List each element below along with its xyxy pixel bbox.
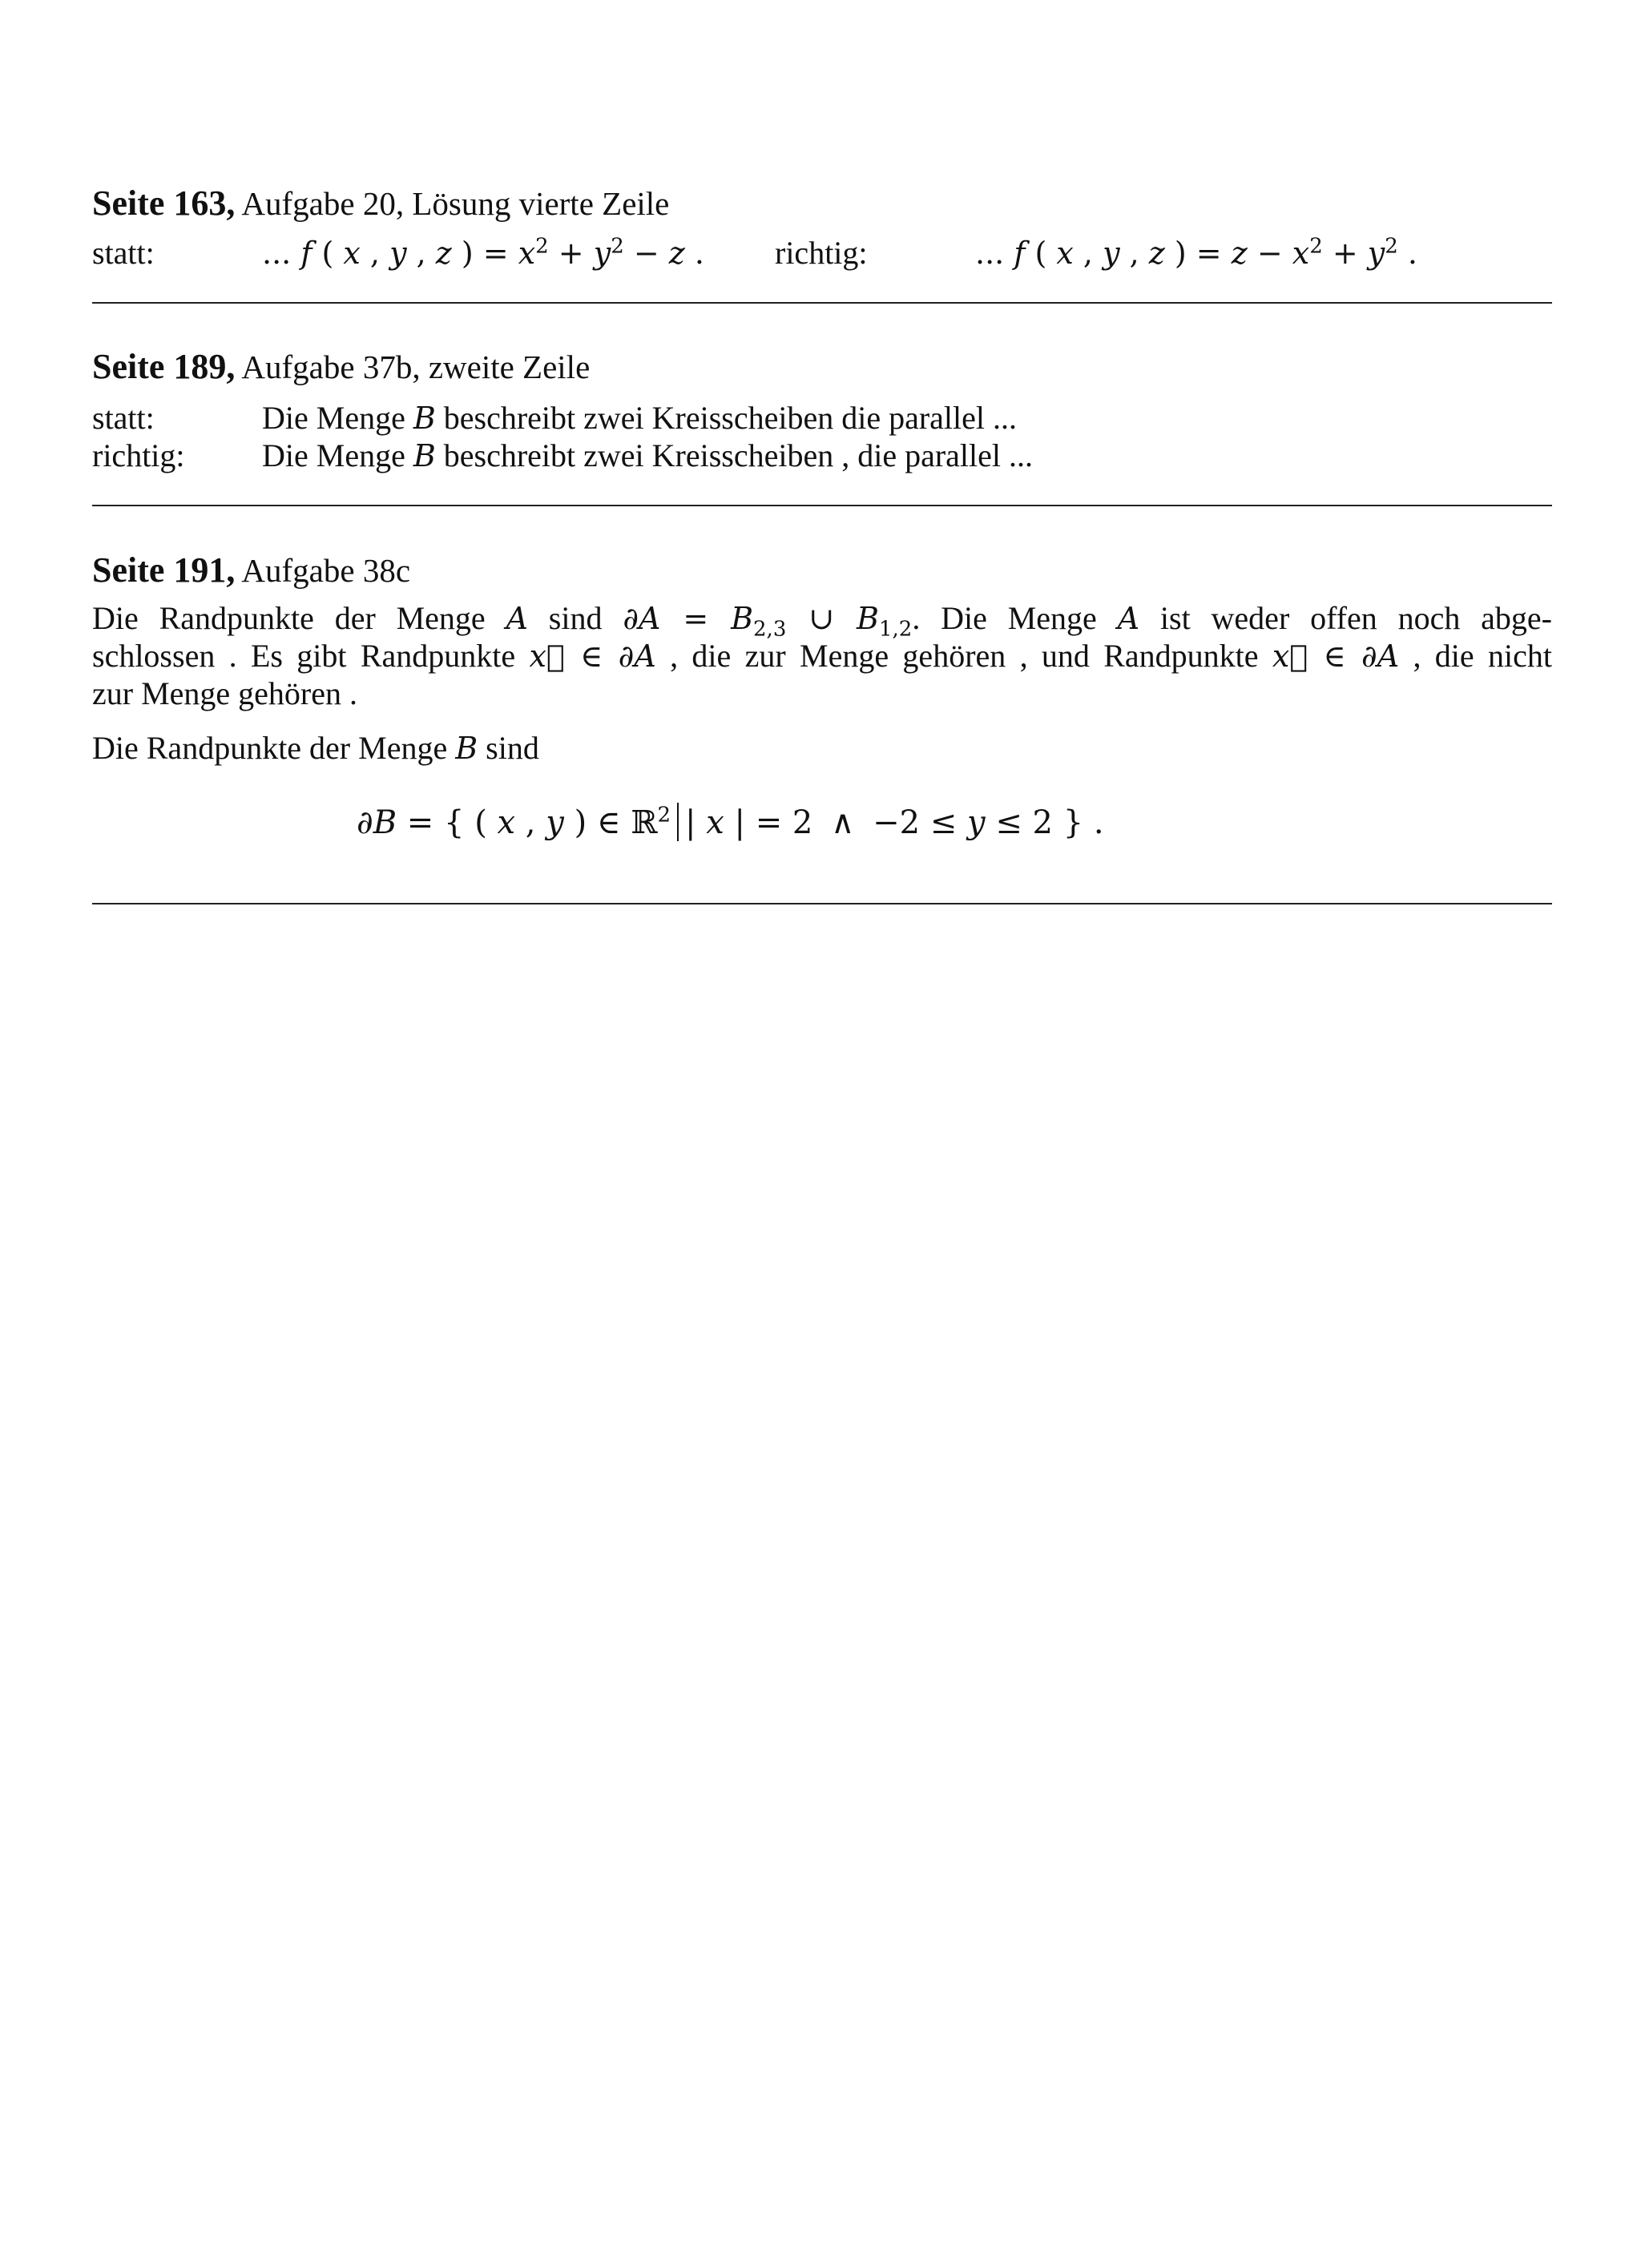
- page-reference: Seite 189,: [92, 347, 236, 386]
- statt-text: Die Menge B beschreibt zwei Kreisscheiben die parallel ...: [262, 400, 1018, 436]
- location: Aufgabe 37b, zweite Zeile: [241, 348, 591, 385]
- richtig-row: [92, 437, 1552, 475]
- boundary-b-intro: Die Randpunkte der Menge B sind: [92, 730, 539, 766]
- statt-label: statt:: [92, 235, 155, 271]
- richtig-text: Die Menge B beschreibt zwei Kreisscheiben , die parallel ...: [262, 437, 1034, 473]
- erratum-heading: [92, 183, 1552, 224]
- divider: [92, 302, 1552, 304]
- statt-formula: ... f ( x , y , z ) = $x^2 + y^2 - z$ .: [262, 234, 704, 271]
- location: Aufgabe 38c: [241, 552, 411, 589]
- statt-label: statt:: [92, 400, 155, 436]
- erratum-heading: [92, 346, 1552, 388]
- boundary-b-formula: ∂B = { ( x , y ) ∈ ℝ$^2$ | x | = 2 ∧ −2 ≤ y ≤ 2 } .: [357, 803, 1104, 841]
- erratum-seite-163: [92, 183, 1552, 271]
- statt-row: [92, 399, 1552, 437]
- richtig-label: richtig:: [92, 437, 185, 473]
- divider: [92, 903, 1552, 904]
- location: Aufgabe 20, Lösung vierte Zeile: [241, 185, 670, 222]
- erratum-seite-189: [92, 346, 1552, 473]
- statt-richtig-row: [92, 234, 1552, 272]
- richtig-formula: ... f ( x , y , z ) = $z - x^2 + y^2$ .: [975, 234, 1417, 271]
- richtig-label: richtig:: [775, 235, 868, 271]
- page-reference: Seite 191,: [92, 550, 236, 590]
- boundary-paragraph: Die Randpunkte der Menge A sind $\partial A = B_{2,3}$ ∪ $B_{1,2}$. Die Menge A ist weder offen noch abge- schlossen . Es gibt Randpunkte x⃗ ∈ ∂A , die zur Menge gehören , und Randpunkte x⃗ ∈ ∂A , die nicht zur Menge gehören .: [92, 600, 1552, 711]
- page-reference: Seite 163,: [92, 183, 236, 223]
- erratum-heading: [92, 550, 1552, 591]
- erratum-seite-191: [92, 550, 1552, 841]
- divider: [92, 505, 1552, 506]
